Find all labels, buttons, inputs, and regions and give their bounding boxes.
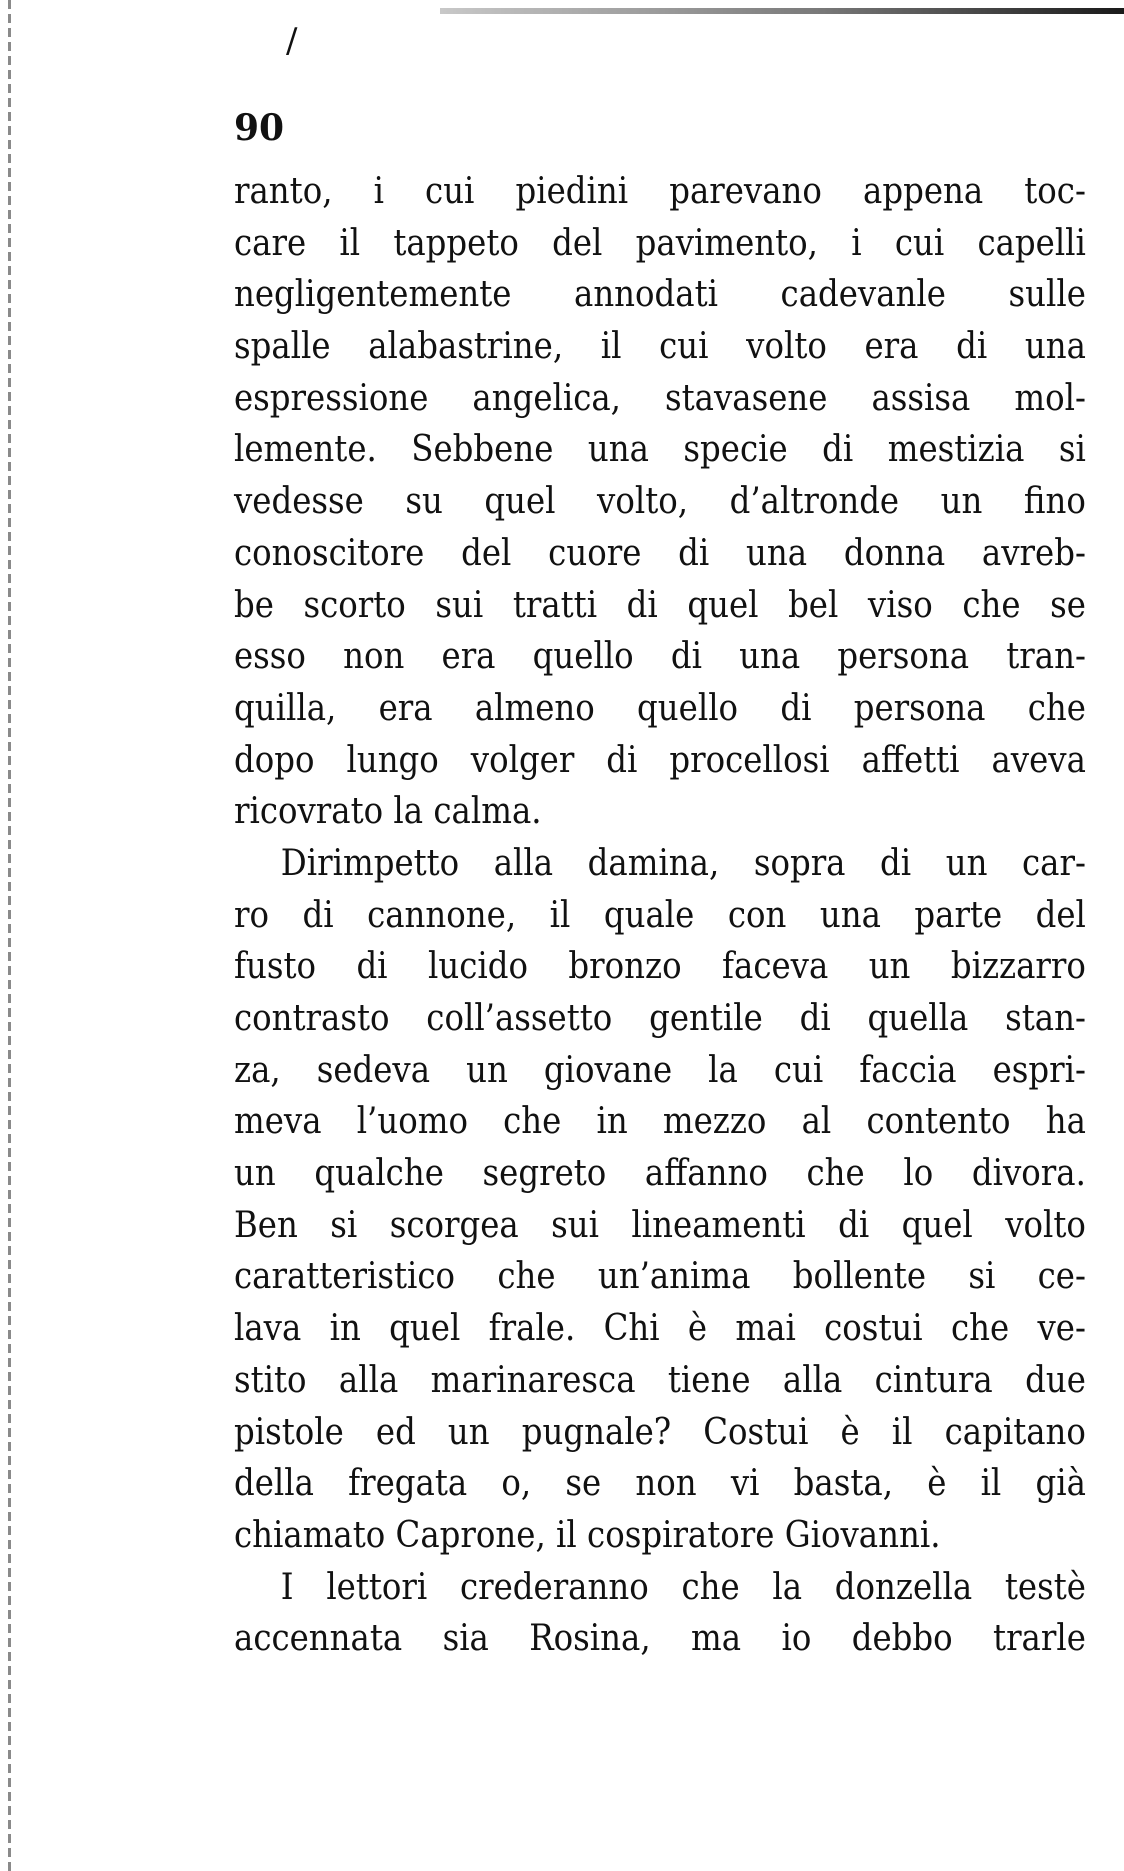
text-line: della fregata o, se non vi basta, è il già: [234, 1463, 1086, 1505]
text-line: za, sedeva un giovane la cui faccia espri-: [234, 1049, 1086, 1091]
left-page-edge: [8, 0, 11, 1871]
paragraph-start-line: I lettori crederanno che la donzella testè: [280, 1566, 1086, 1608]
text-line: esso non era quello di una persona tran-: [234, 636, 1086, 678]
text-line: ro di cannone, il quale con una parte del: [234, 894, 1086, 936]
text-line: stito alla marinaresca tiene alla cintura due: [234, 1359, 1086, 1401]
text-line: lemente. Sebbene una specie di mestizia si: [234, 429, 1086, 471]
paragraph-end-line: chiamato Caprone, il cospiratore Giovanni.: [234, 1514, 941, 1556]
text-line: vedesse su quel volto, d’altronde un fino: [234, 481, 1086, 523]
text-line: negligentemente annodati cadevanle sulle: [234, 274, 1086, 316]
paragraph-start-line: Dirimpetto alla damina, sopra di un car-: [280, 842, 1086, 884]
text-line: care il tappeto del pavimento, i cui capelli: [234, 222, 1086, 264]
top-mark: /: [286, 21, 298, 61]
text-line: pistole ed un pugnale? Costui è il capitano: [234, 1411, 1086, 1453]
text-line: meva l’uomo che in mezzo al contento ha: [234, 1101, 1086, 1143]
text-line: dopo lungo volger di procellosi affetti aveva: [234, 739, 1086, 781]
text-line: be scorto sui tratti di quel bel viso che se: [234, 584, 1086, 626]
paragraph-end-line: ricovrato la calma.: [234, 791, 542, 833]
text-line: spalle alabastrine, il cui volto era di una: [234, 326, 1086, 368]
text-line: un qualche segreto affanno che lo divora.: [234, 1153, 1086, 1195]
text-line: accennata sia Rosina, ma io debbo trarle: [234, 1618, 1086, 1660]
body-text: [234, 166, 1086, 1665]
text-line: Ben si scorgea sui lineamenti di quel volto: [234, 1204, 1086, 1246]
page-number: 90: [234, 107, 285, 149]
text-line: fusto di lucido bronzo faceva un bizzarro: [234, 946, 1086, 988]
text-line: contrasto coll’assetto gentile di quella stan-: [234, 998, 1086, 1039]
text-line: caratteristico che un’anima bollente si ce-: [234, 1256, 1086, 1298]
text-line: conoscitore del cuore di una donna avreb-: [234, 532, 1086, 574]
text-line: quilla, era almeno quello di persona che: [234, 687, 1086, 729]
text-line: espressione angelica, stavasene assisa mol-: [234, 377, 1086, 419]
top-edge-rule: [440, 8, 1124, 14]
text-line: lava in quel frale. Chi è mai costui che ve-: [234, 1308, 1086, 1350]
text-line: ranto, i cui piedini parevano appena toc-: [234, 171, 1086, 212]
